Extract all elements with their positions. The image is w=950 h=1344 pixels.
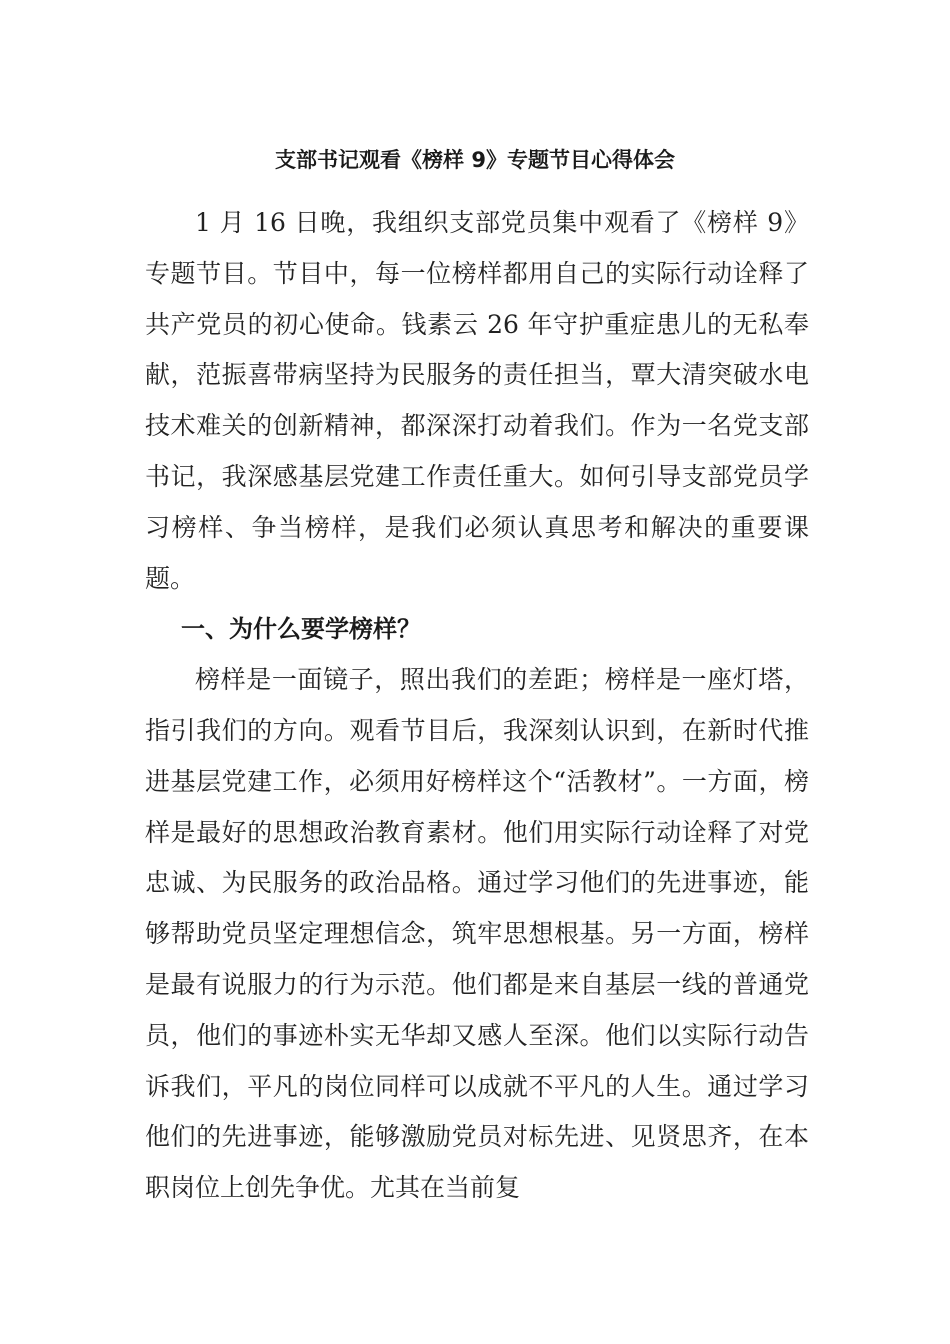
section-heading-why-learn: 一、为什么要学榜样？	[181, 615, 421, 644]
document-title: 支部书记观看《榜样 9》专题节目心得体会	[275, 148, 675, 172]
paragraph-why-learn: 榜样是一面镜子，照出我们的差距；榜样是一座灯塔，指引我们的方向。观看节目后，我深刻认识到，在新时代推进基层党建工作，必须用好榜样这个“活教材”。一方面，榜样是最好的思想政治教育素材。他们用实际行动诠释了对党忠诚、为民服务的政治品格。通过学习他们的先进事迹，能够帮助党员坚定理想信念，筑牢思想根基。另一方面，榜样是最有说服力的行为示范。他们都是来自基层一线的普通党员，他们的事迹朴实无华却又感人至深。他们以实际行动告诉我们，平凡的岗位同样可以成就不平凡的人生。通过学习他们的先进事迹，能够激励党员对标先进、见贤思齐，在本职岗位上创先争优。尤其在当前复	[145, 665, 809, 1203]
paragraph-intro: 1 月 16 日晚，我组织支部党员集中观看了《榜样 9》专题节目。节目中，每一位榜样都用自己的实际行动诠释了共产党员的初心使命。钱素云 26 年守护重症患儿的无私奉献，范振喜带病坚持为民服务的责任担当，覃大清突破水电技术难关的创新精神，都深深打动着我们。作为一名党支部书记，我深感基层党建工作责任重大。如何引导支部党员学习榜样、争当榜样，是我们必须认真思考和解决的重要课题。	[145, 208, 809, 593]
document-body	[145, 198, 809, 1214]
